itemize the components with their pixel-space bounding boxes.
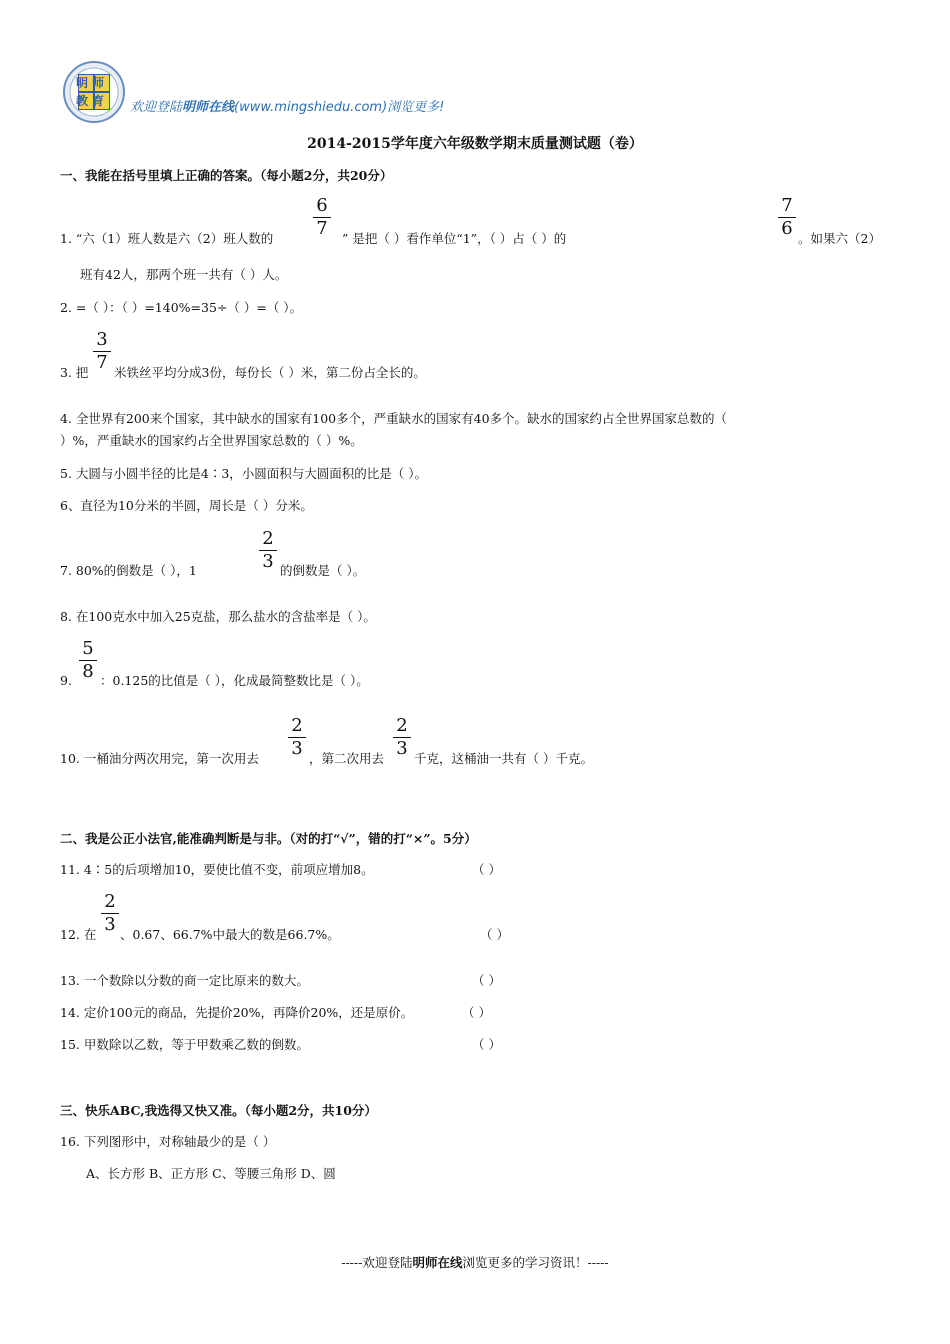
q14-text: 14. 定价100元的商品，先提价20%，再降价20%，还是原价。: [60, 1005, 414, 1020]
q16-text: 16. 下列图形中，对称轴最少的是（ ）: [60, 1134, 276, 1149]
fraction-denominator: 3: [291, 738, 303, 759]
page-footer: [0, 1253, 950, 1271]
fraction-denominator: 7: [96, 352, 108, 373]
fraction-denominator: 3: [396, 738, 408, 759]
footer-suffix: 浏览更多的学习资讯！-----: [462, 1255, 609, 1270]
q11-text: 11. 4∶5的后项增加10，要使比值不变，前项应增加8。: [60, 862, 374, 877]
section-1-heading: 一、我能在括号里填上正确的答案。（每小题2分，共20分）: [60, 168, 393, 183]
q11-answer-paren[interactable]: （ ）: [472, 862, 501, 877]
q9-text-a: 9.: [60, 673, 72, 688]
q7-text-b: 的倒数是（ ）。: [280, 563, 366, 578]
q12-text-a: 12. 在: [60, 927, 97, 942]
fraction-denominator: 7: [316, 218, 328, 239]
q9-text-b: ：0.125的比值是（ ），化成最简整数比是（ ）。: [100, 673, 369, 688]
fraction-numerator: 2: [291, 715, 303, 736]
q7-text-a: 7. 80%的倒数是（ ），1: [60, 563, 197, 578]
q14-answer-paren[interactable]: （ ）: [462, 1005, 491, 1020]
section-3-heading: 三、快乐ABC,我选得又快又准。（每小题2分，共10分）: [60, 1103, 377, 1118]
q1-text-c: 。如果六（2）: [798, 231, 881, 246]
q4-text-b: ）%，严重缺水的国家约占全世界国家总数的（ ）%。: [60, 433, 363, 448]
q10-text-a: 10. 一桶油分两次用完，第一次用去: [60, 751, 259, 766]
fraction-numerator: 2: [262, 528, 274, 549]
q8-text: 8. 在100克水中加入25克盐，那么盐水的含盐率是（ ）。: [60, 609, 376, 624]
q1-text-a: 1. “六（1）班人数是六（2）班人数的: [60, 231, 274, 246]
q7-fraction-2-3: [259, 529, 277, 572]
q1-fraction-6-7: [313, 196, 331, 239]
page-title: 2014-2015学年度六年级数学期末质量测试题（卷）: [307, 136, 643, 152]
q10-text-c: 千克，这桶油一共有（ ）千克。: [414, 751, 593, 766]
fraction-denominator: 3: [262, 551, 274, 572]
fraction-numerator: 2: [396, 715, 408, 736]
q12-fraction-2-3: [101, 892, 119, 935]
q3-fraction-3-7: [93, 330, 111, 373]
header-banner[interactable]: [130, 96, 444, 115]
q15-text: 15. 甲数除以乙数，等于甲数乘乙数的倒数。: [60, 1037, 309, 1052]
q13-answer-paren[interactable]: （ ）: [472, 973, 501, 988]
q10-fraction-2-3-first: [288, 716, 306, 759]
fraction-numerator: 7: [781, 195, 793, 216]
banner-suffix: (www.mingshiedu.com)浏览更多!: [234, 100, 445, 115]
footer-brand[interactable]: 明师在线: [412, 1255, 463, 1270]
banner-prefix: 欢迎登陆: [130, 100, 183, 115]
logo-text-bottom: 教育: [76, 94, 109, 108]
q5-text: 5. 大圆与小圆半径的比是4∶3，小圆面积与大圆面积的比是（ ）。: [60, 466, 428, 481]
q3-text-a: 3. 把: [60, 365, 89, 380]
q16-options: A、长方形 B、正方形 C、等腰三角形 D、圆: [86, 1166, 336, 1181]
q13-text: 13. 一个数除以分数的商一定比原来的数大。: [60, 973, 309, 988]
logo-text-top: 明师: [76, 76, 109, 90]
q9-fraction-5-8: [79, 639, 97, 682]
q6-text: 6、直径为10分米的半圆，周长是（ ）分米。: [60, 498, 313, 513]
q2-text: 2. =（ ）：（ ）=140%=35÷（ ）=（ ）。: [60, 300, 303, 315]
q15-answer-paren[interactable]: （ ）: [472, 1037, 501, 1052]
fraction-numerator: 5: [82, 638, 94, 659]
q4-text-a: 4. 全世界有200来个国家，其中缺水的国家有100多个，严重缺水的国家有40多个。缺水的国家约占全世界国家总数的（: [60, 411, 728, 426]
q1-text-d: 班有42人，那两个班一共有（ ）人。: [80, 267, 288, 282]
fraction-numerator: 3: [96, 329, 108, 350]
q12-text-b: 、0.67、66.7%中最大的数是66.7%。: [120, 927, 340, 942]
q12-answer-paren[interactable]: （ ）: [480, 927, 509, 942]
section-2-heading: 二、我是公正小法官,能准确判断是与非。（对的打“√”，错的打“×”。5分）: [60, 831, 477, 846]
footer-prefix: -----欢迎登陆: [341, 1255, 413, 1270]
fraction-numerator: 2: [104, 891, 116, 912]
fraction-denominator: 3: [104, 914, 116, 935]
q1-text-b: ” 是把（ ）看作单位“1”，（ ）占（ ）的: [342, 231, 567, 246]
banner-brand: 明师在线: [182, 100, 235, 115]
fraction-denominator: 6: [781, 218, 793, 239]
fraction-denominator: 8: [82, 661, 94, 682]
q1-fraction-7-6: [778, 196, 796, 239]
q10-fraction-2-3-second: [393, 716, 411, 759]
fraction-numerator: 6: [316, 195, 328, 216]
q10-text-b: ，第二次用去: [309, 751, 385, 766]
q3-text-b: 米铁丝平均分成3份，每份长（ ）米，第二份占全长的。: [114, 365, 426, 380]
